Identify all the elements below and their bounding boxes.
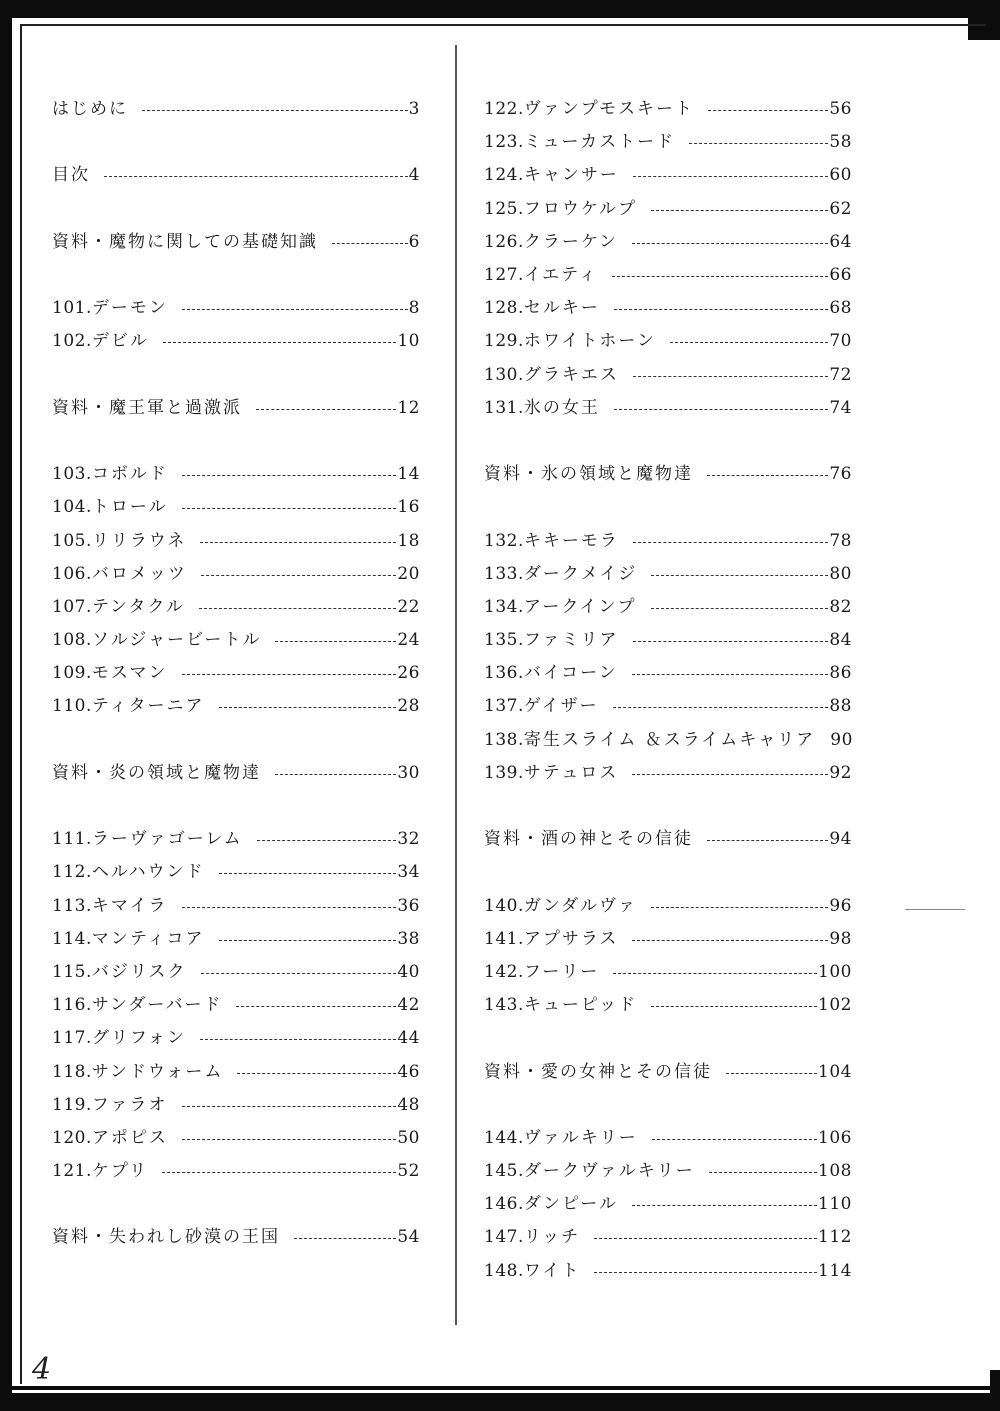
toc-entry: [52, 856, 420, 889]
entry-title: リッチ: [523, 1227, 581, 1248]
dash-leader: [275, 641, 396, 642]
toc-entry: [484, 1188, 852, 1221]
entry-page-number: 110: [818, 1194, 852, 1215]
entry-number: 135.: [484, 630, 524, 651]
entry-title: クラーケン: [523, 231, 619, 252]
dash-leader: [632, 940, 828, 941]
dash-leader: [182, 1106, 397, 1107]
toc-entry: [484, 126, 852, 159]
entry-title: ホワイトホーン: [523, 331, 657, 352]
entry-number: 112.: [52, 862, 92, 883]
dash-leader: [633, 176, 829, 177]
toc-spacer: [484, 1089, 852, 1122]
toc-entry: [484, 724, 852, 757]
scan-border-bottom-line: [12, 1386, 1000, 1390]
toc-entry: [484, 1122, 852, 1155]
dash-leader: [612, 276, 829, 277]
entry-number: 106.: [52, 563, 92, 584]
toc-spacer: [52, 790, 420, 823]
dash-leader: [594, 1272, 817, 1273]
entry-title: フーリー: [523, 961, 600, 982]
entry-title: ファミリア: [523, 630, 619, 651]
entry-page-number: 40: [397, 961, 420, 982]
dash-leader: [163, 342, 397, 343]
entry-number: 110.: [52, 696, 92, 717]
entry-number: 116.: [52, 995, 92, 1016]
scan-border-corner: [990, 1370, 1000, 1411]
entry-page-number: 108: [818, 1161, 852, 1182]
toc-section-entry: [484, 1055, 852, 1088]
scan-border-top: [0, 0, 1000, 18]
entry-page-number: 92: [829, 762, 852, 783]
dash-leader: [708, 110, 828, 111]
entry-title: 資料・魔王軍と過激派: [52, 397, 242, 418]
toc-entry: [52, 591, 420, 624]
toc-entry: [484, 1255, 852, 1288]
entry-title: アプサラス: [523, 928, 619, 949]
dash-leader: [707, 475, 828, 476]
entry-number: 105.: [52, 530, 92, 551]
entry-title: ティターニア: [91, 696, 205, 717]
entry-page-number: 82: [829, 596, 852, 617]
entry-title: マンティコア: [91, 928, 205, 949]
dash-leader: [613, 707, 829, 708]
entry-number: 144.: [484, 1127, 524, 1148]
entry-title: ガンダルヴァ: [523, 895, 638, 916]
dash-leader: [332, 243, 408, 244]
entry-page-number: 30: [397, 762, 420, 783]
entry-page-number: 60: [829, 165, 852, 186]
entry-title: ファラオ: [91, 1094, 168, 1115]
entry-number: 117.: [52, 1028, 92, 1049]
entry-title: イエティ: [523, 265, 598, 286]
entry-page-number: 50: [397, 1127, 420, 1148]
entry-number: 142.: [484, 961, 524, 982]
entry-number: 134.: [484, 596, 524, 617]
dash-leader: [237, 1073, 396, 1074]
toc-section-entry: [484, 458, 852, 491]
entry-title: グリフォン: [91, 1028, 187, 1049]
entry-page-number: 44: [397, 1028, 420, 1049]
entry-title: ダンピール: [523, 1194, 619, 1215]
toc-section-entry: [484, 823, 852, 856]
dash-leader: [726, 1073, 817, 1074]
entry-number: 140.: [484, 895, 524, 916]
entry-number: 139.: [484, 762, 524, 783]
toc-entry: [52, 923, 420, 956]
toc-entry: [484, 359, 852, 392]
entry-title: サンドウォーム: [91, 1061, 224, 1082]
dash-leader: [651, 1006, 817, 1007]
toc-section-entry: [52, 226, 420, 259]
entry-number: 137.: [484, 696, 524, 717]
toc-entry: [484, 159, 852, 192]
entry-title: ソルジャービートル: [91, 630, 262, 651]
column-divider: [455, 45, 457, 1325]
entry-title: デーモン: [91, 298, 168, 319]
dash-leader: [182, 674, 397, 675]
entry-number: 124.: [484, 165, 524, 186]
dash-leader: [162, 1172, 396, 1173]
entry-page-number: 106: [818, 1127, 852, 1148]
entry-title: ゲイザー: [523, 696, 599, 717]
entry-number: 130.: [484, 364, 524, 385]
entry-number: 120.: [52, 1127, 92, 1148]
entry-page-number: 46: [397, 1061, 420, 1082]
dash-leader: [689, 143, 828, 144]
dash-leader: [201, 575, 397, 576]
toc-entry: [52, 1155, 420, 1188]
toc-entry: [484, 1155, 852, 1188]
scan-border-bottom: [0, 1393, 1000, 1411]
toc-entry: [484, 1221, 852, 1254]
dash-leader: [201, 973, 397, 974]
entry-number: 148.: [484, 1260, 524, 1281]
entry-title: バジリスク: [91, 961, 187, 982]
entry-title: フロウケルプ: [523, 198, 638, 219]
entry-page-number: 12: [397, 397, 420, 418]
entry-page-number: 32: [397, 829, 420, 850]
toc-entry: [484, 392, 852, 425]
entry-number: 109.: [52, 663, 92, 684]
entry-title: キキーモラ: [523, 530, 619, 551]
entry-title: ヘルハウンド: [91, 862, 205, 883]
entry-page-number: 3: [408, 99, 420, 120]
entry-number: 102.: [52, 331, 92, 352]
entry-page-number: 42: [397, 995, 420, 1016]
entry-page-number: 56: [829, 99, 852, 120]
entry-number: 121.: [52, 1161, 92, 1182]
toc-entry: [484, 226, 852, 259]
entry-title: リリラウネ: [91, 530, 187, 551]
dash-leader: [236, 1006, 396, 1007]
toc-entry: [52, 690, 420, 723]
toc-entry: [484, 524, 852, 557]
dash-leader: [219, 707, 397, 708]
dash-leader: [613, 973, 817, 974]
entry-number: 129.: [484, 331, 524, 352]
entry-page-number: 54: [397, 1227, 420, 1248]
dash-leader: [651, 608, 829, 609]
entry-title: 資料・失われし砂漠の王国: [52, 1227, 280, 1248]
entry-page-number: 20: [397, 563, 420, 584]
entry-page-number: 16: [397, 497, 420, 518]
toc-entry: [52, 558, 420, 591]
entry-title: バロメッツ: [91, 563, 187, 584]
toc-spacer: [484, 491, 852, 524]
toc-spacer: [52, 193, 420, 226]
toc-section-entry: [52, 757, 420, 790]
dash-leader: [709, 1172, 817, 1173]
dash-leader: [256, 409, 396, 410]
toc-entry: [484, 956, 852, 989]
toc-right-column: [484, 93, 852, 1288]
entry-title: サテュロス: [523, 762, 619, 783]
entry-page-number: 48: [397, 1094, 420, 1115]
entry-title: モスマン: [91, 663, 168, 684]
toc-entry: [52, 458, 420, 491]
entry-title: ラーヴァゴーレム: [91, 829, 243, 850]
entry-page-number: 14: [397, 464, 420, 485]
entry-title: グラキエス: [523, 364, 619, 385]
entry-title: ミューカストード: [523, 132, 676, 153]
entry-title: ダークヴァルキリー: [523, 1161, 695, 1182]
entry-number: 104.: [52, 497, 92, 518]
entry-number: 147.: [484, 1227, 524, 1248]
entry-page-number: 100: [818, 961, 852, 982]
entry-title: 目次: [52, 165, 90, 186]
entry-title: デビル: [91, 331, 149, 352]
toc-entry: [52, 657, 420, 690]
entry-title: ヴァンプモスキート: [523, 99, 695, 120]
dash-leader: [632, 1205, 817, 1206]
entry-title: バイコーン: [523, 663, 618, 684]
entry-page-number: 104: [818, 1061, 852, 1082]
toc-section-entry: [52, 392, 420, 425]
entry-page-number: 58: [829, 132, 852, 153]
toc-entry: [52, 956, 420, 989]
toc-entry: [484, 690, 852, 723]
toc-entry: [484, 890, 852, 923]
dash-leader: [257, 840, 397, 841]
entry-page-number: 34: [397, 862, 420, 883]
toc-entry: [484, 989, 852, 1022]
dash-leader: [182, 508, 397, 509]
toc-entry: [52, 1022, 420, 1055]
entry-number: 145.: [484, 1161, 524, 1182]
entry-title: ケプリ: [91, 1161, 149, 1182]
toc-spacer: [52, 126, 420, 159]
entry-title: はじめに: [52, 99, 128, 120]
toc-entry: [52, 989, 420, 1022]
entry-title: サンダーバード: [91, 995, 223, 1016]
entry-number: 122.: [484, 99, 524, 120]
entry-page-number: 66: [829, 265, 852, 286]
entry-number: 125.: [484, 198, 524, 219]
toc-entry: [484, 193, 852, 226]
entry-number: 126.: [484, 231, 524, 252]
toc-spacer: [52, 724, 420, 757]
entry-title: 氷の女王: [523, 397, 600, 418]
toc-spacer: [52, 359, 420, 392]
entry-number: 101.: [52, 298, 92, 319]
entry-title: 資料・炎の領域と魔物達: [52, 762, 261, 783]
entry-number: 111.: [52, 829, 92, 850]
dash-leader: [614, 309, 829, 310]
entry-page-number: 4: [408, 165, 420, 186]
toc-section-entry: [52, 159, 420, 192]
entry-page-number: 102: [818, 995, 852, 1016]
entry-title: セルキー: [523, 298, 600, 319]
dash-leader: [594, 1238, 817, 1239]
dash-leader: [182, 475, 397, 476]
entry-page-number: 112: [818, 1227, 852, 1248]
entry-number: 114.: [52, 928, 92, 949]
dash-leader: [652, 1139, 817, 1140]
toc-entry: [484, 325, 852, 358]
dash-leader: [614, 409, 829, 410]
entry-title: 資料・魔物に関しての基礎知識: [52, 231, 318, 252]
toc-entry: [484, 657, 852, 690]
entry-title: トロール: [91, 497, 168, 518]
toc-entry: [52, 1122, 420, 1155]
toc-entry: [52, 1089, 420, 1122]
dash-leader: [633, 641, 829, 642]
entry-page-number: 22: [397, 596, 420, 617]
dash-leader: [219, 873, 397, 874]
dash-leader: [182, 309, 408, 310]
dash-leader: [632, 674, 829, 675]
entry-page-number: 94: [829, 829, 852, 850]
entry-title: ヴァルキリー: [523, 1127, 638, 1148]
entry-title: コボルド: [91, 464, 168, 485]
dash-leader: [200, 1039, 396, 1040]
entry-number: 108.: [52, 630, 92, 651]
entry-page-number: 114: [818, 1260, 852, 1281]
dash-leader: [707, 840, 828, 841]
entry-number: 143.: [484, 995, 524, 1016]
entry-page-number: 6: [408, 231, 420, 252]
entry-page-number: 36: [397, 895, 420, 916]
entry-number: 141.: [484, 928, 524, 949]
entry-page-number: 52: [397, 1161, 420, 1182]
toc-entry: [484, 923, 852, 956]
toc-entry: [52, 491, 420, 524]
entry-page-number: 76: [829, 464, 852, 485]
scan-artifact: [905, 909, 965, 910]
entry-page-number: 26: [397, 663, 420, 684]
toc-entry: [52, 890, 420, 923]
toc-entry: [484, 93, 852, 126]
entry-number: 131.: [484, 397, 524, 418]
entry-number: 146.: [484, 1194, 524, 1215]
dash-leader: [199, 608, 397, 609]
toc-spacer: [484, 790, 852, 823]
entry-page-number: 90: [830, 729, 853, 750]
toc-entry: [484, 591, 852, 624]
toc-entry: [52, 325, 420, 358]
dash-leader: [182, 1139, 397, 1140]
dash-leader: [294, 1238, 396, 1239]
entry-page-number: 18: [397, 530, 420, 551]
dash-leader: [182, 907, 397, 908]
entry-page-number: 38: [397, 928, 420, 949]
toc-entry: [52, 823, 420, 856]
entry-number: 128.: [484, 298, 524, 319]
toc-entry: [484, 757, 852, 790]
toc-section-entry: [52, 1221, 420, 1254]
entry-page-number: 80: [829, 563, 852, 584]
toc-spacer: [484, 1022, 852, 1055]
entry-title: アークインプ: [523, 596, 637, 617]
toc-spacer: [52, 1188, 420, 1221]
toc-section-entry: [52, 93, 420, 126]
dash-leader: [633, 376, 829, 377]
entry-page-number: 72: [829, 364, 852, 385]
toc-entry: [484, 624, 852, 657]
page-number: 4: [32, 1352, 52, 1387]
entry-page-number: 10: [397, 331, 420, 352]
toc-entry: [52, 1055, 420, 1088]
toc-entry: [52, 624, 420, 657]
entry-number: 133.: [484, 563, 524, 584]
toc-entry: [484, 259, 852, 292]
dash-leader: [632, 243, 828, 244]
entry-number: 127.: [484, 265, 524, 286]
toc-left-column: [52, 93, 420, 1255]
toc-entry: [52, 292, 420, 325]
entry-page-number: 98: [829, 928, 852, 949]
dash-leader: [651, 210, 828, 211]
entry-page-number: 8: [408, 298, 420, 319]
entry-title: 資料・酒の神とその信徒: [484, 829, 693, 850]
dash-leader: [104, 176, 408, 177]
entry-title: キャンサー: [523, 165, 619, 186]
entry-number: 132.: [484, 530, 524, 551]
toc-entry: [484, 558, 852, 591]
entry-title: アポピス: [91, 1127, 168, 1148]
entry-page-number: 62: [829, 198, 852, 219]
entry-page-number: 74: [829, 397, 852, 418]
dash-leader: [670, 342, 828, 343]
entry-page-number: 68: [829, 298, 852, 319]
entry-number: 123.: [484, 132, 524, 153]
entry-page-number: 78: [829, 530, 852, 551]
entry-number: 118.: [52, 1061, 92, 1082]
dash-leader: [651, 907, 828, 908]
dash-leader: [651, 575, 828, 576]
entry-page-number: 28: [397, 696, 420, 717]
entry-page-number: 70: [829, 331, 852, 352]
entry-number: 119.: [52, 1094, 92, 1115]
entry-page-number: 64: [829, 231, 852, 252]
dash-leader: [219, 940, 397, 941]
dash-leader: [200, 542, 396, 543]
scan-border-left: [0, 0, 12, 1411]
entry-title: キマイラ: [91, 895, 168, 916]
toc-spacer: [484, 856, 852, 889]
entry-page-number: 96: [829, 895, 852, 916]
toc-entry: [52, 524, 420, 557]
entry-number: 115.: [52, 961, 92, 982]
toc-spacer: [484, 425, 852, 458]
entry-title: 寄生スライム ＆スライムキャリア: [523, 729, 816, 750]
entry-page-number: 24: [397, 630, 420, 651]
entry-number: 136.: [484, 663, 524, 684]
entry-title: ダークメイジ: [523, 563, 638, 584]
toc-entry: [484, 292, 852, 325]
entry-number: 113.: [52, 895, 92, 916]
dash-leader: [633, 542, 829, 543]
toc-spacer: [52, 259, 420, 292]
dash-leader: [275, 774, 396, 775]
entry-number: 107.: [52, 596, 92, 617]
entry-title: 資料・氷の領域と魔物達: [484, 464, 693, 485]
entry-number: 138.: [484, 729, 524, 750]
dash-leader: [632, 774, 828, 775]
dash-leader: [142, 110, 408, 111]
entry-title: ワイト: [523, 1260, 581, 1281]
entry-page-number: 84: [829, 630, 852, 651]
toc-spacer: [52, 425, 420, 458]
entry-number: 103.: [52, 464, 92, 485]
entry-title: テンタクル: [91, 596, 185, 617]
entry-title: 資料・愛の女神とその信徒: [484, 1061, 712, 1082]
entry-page-number: 88: [829, 696, 852, 717]
entry-page-number: 86: [829, 663, 852, 684]
entry-title: キューピッド: [523, 995, 638, 1016]
